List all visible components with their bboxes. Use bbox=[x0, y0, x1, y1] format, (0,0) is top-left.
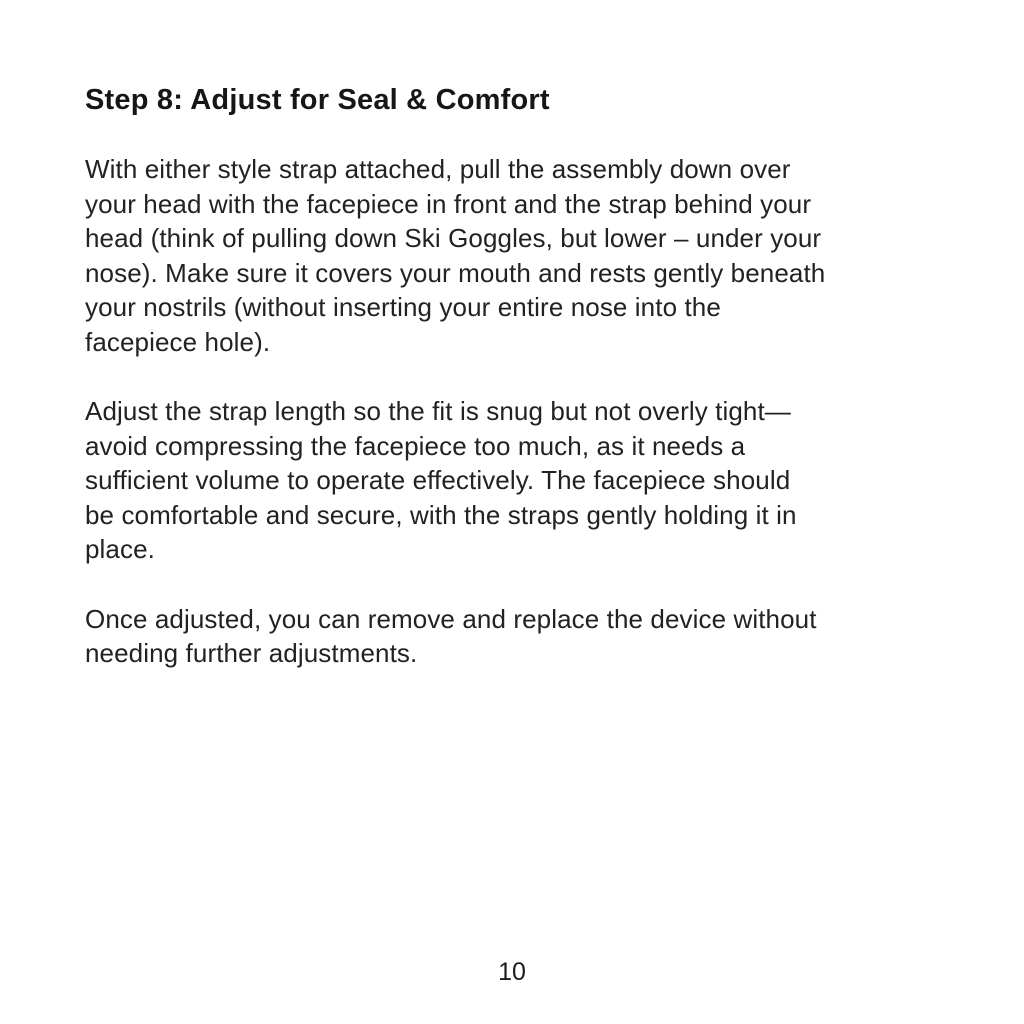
paragraph-3: Once adjusted, you can remove and replace the device without needing further adjustments. bbox=[85, 603, 817, 668]
page-number: 10 bbox=[498, 958, 526, 986]
paragraph-1: With either style strap attached, pull the assembly down over your head with the facepiece in front and the strap behind your head (think of pulling down Ski Goggles, but lower – under your nose). Make sure it covers your mouth and rests gently beneath your nostrils (without inserting your entire nose into the facepiece hole). bbox=[85, 154, 826, 357]
section-heading: Step 8: Adjust for Seal & Comfort bbox=[85, 84, 550, 116]
page-content bbox=[85, 84, 965, 706]
paragraph-2: Adjust the strap length so the fit is snug but not overly tight— avoid compressing the facepiece too much, as it needs a sufficient volume to operate effectively. The facepiece should be comfortable and secure, with the straps gently holding it in place. bbox=[85, 396, 797, 564]
